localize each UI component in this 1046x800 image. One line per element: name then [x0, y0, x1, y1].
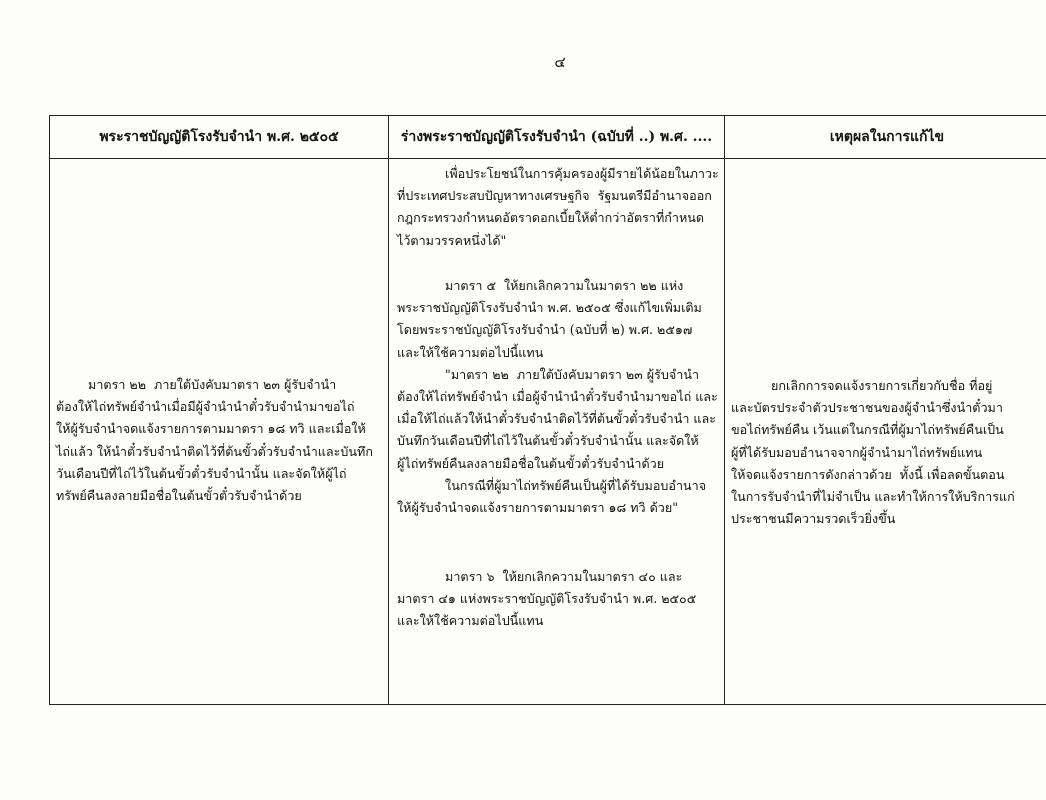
header-amendment-reason: เหตุผลในการแก้ไข: [725, 116, 1046, 159]
table-row: [50, 159, 1046, 705]
draft-interest-paragraph: เพื่อประโยชน์ในการคุ้มครองผู้มีรายได้น้อยในภาวะ ที่ประเทศประสบปัญหาทางเศรษฐกิจ รัฐมนตรีมีอำนาจออก กฎกระทรวงกำหนดอัตราดอกเบี้ยให้ต่ำกว่าอัตราที่กำหนด ไว้ตามวรรคหนึ่งได้": [397, 166, 719, 248]
amendment-reason-text: ยกเลิกการจดแจ้งรายการเกี่ยวกับชื่อ ที่อยู่ และบัตรประจำตัวประชาชนของผู้จำนำซึ่งนำตั๋วมา ขอไถ่ทรัพย์คืน เว้นแต่ในกรณีที่ผู้มาไถ่ทรัพย์คืนเป็น ผู้ที่ได้รับมอบอำนาจจากผู้จำนำมาไถ่ทรัพย์แทน ให้จดแจ้งรายการดังกล่าวด้วย ทั้งนี้ เพื่อลดขั้นตอน ในการรับจำนำที่ไม่จำเป็น และทำให้การให้บริการแก่ ประชาชนมีความรวดเร็วยิ่งขึ้น: [731, 378, 1015, 527]
current-act-cell: [50, 159, 389, 705]
header-draft-act: ร่างพระราชบัญญัติโรงรับจำนำ (ฉบับที่ ..) พ.ศ. ....: [389, 116, 725, 159]
comparison-table: [49, 115, 1046, 705]
draft-section-5-text: มาตรา ๕ ให้ยกเลิกความในมาตรา ๒๒ แห่ง พระราชบัญญัติโรงรับจำนำ พ.ศ. ๒๕๐๕ ซึ่งแก้ไขเพิ่มเติม โดยพระราชบัญญัติโรงรับจำนำ (ฉบับที่ ๒) พ.ศ. ๒๕๑๗ และให้ใช้ความต่อไปนี้แทน "มาตรา ๒๒ ภายใต้บังคับมาตรา ๒๓ ผู้รับจำนำ ต้องให้ไถ่ทรัพย์จำนำ เมื่อผู้จำนำนำตั๋วรับจำนำมาขอไถ่ และ เมื่อให้ไถ่แล้วให้นำตั๋วรับจำนำติดไว้ที่ต้นขั้วตั๋วรับจำนำ และ บันทึกวันเดือนปีที่ไถ่ไว้ในต้นขั้วตั๋วรับจำนำนั้น และจัดให้ ผู้ไถ่ทรัพย์คืนลงลายมือชื่อในต้นขั้วตั๋วรับจำนำด้วย ในกรณีที่ผู้มาไถ่ทรัพย์คืนเป็นผู้ที่ได้รับมอบอำนาจ ให้ผู้รับจำนำจดแจ้งรายการตามมาตรา ๑๘ ทวิ ด้วย": [397, 278, 718, 516]
draft-section-6-text: มาตรา ๖ ให้ยกเลิกความในมาตรา ๔๐ และ มาตรา ๔๑ แห่งพระราชบัญญัติโรงรับจำนำ พ.ศ. ๒๕๐๕ และให้ใช้ความต่อไปนี้แทน: [397, 569, 697, 629]
table-header-row: [50, 116, 1046, 159]
page-number: ๔: [554, 53, 566, 71]
header-current-act: พระราชบัญญัติโรงรับจำนำ พ.ศ. ๒๕๐๕: [50, 116, 389, 159]
current-section-22-text: มาตรา ๒๒ ภายใต้บังคับมาตรา ๒๓ ผู้รับจำนำ ต้องให้ไถ่ทรัพย์จำนำเมื่อมีผู้จำนำนำตั๋วรับจำนำมาขอไถ่ ให้ผู้รับจำนำจดแจ้งรายการตามมาตรา ๑๘ ทวิ และเมื่อให้ ไถ่แล้ว ให้นำตั๋วรับจำนำติดไว้ที่ต้นขั้วตั๋วรับจำนำและบันทึก วันเดือนปีที่ไถ่ไว้ในต้นขั้วตั๋วรับจำนำนั้น และจัดให้ผู้ไถ่ ทรัพย์คืนลงลายมือชื่อในต้นขั้วตั๋วรับจำนำด้วย: [56, 377, 373, 504]
reason-cell: [725, 159, 1046, 705]
draft-act-cell: [389, 159, 725, 705]
